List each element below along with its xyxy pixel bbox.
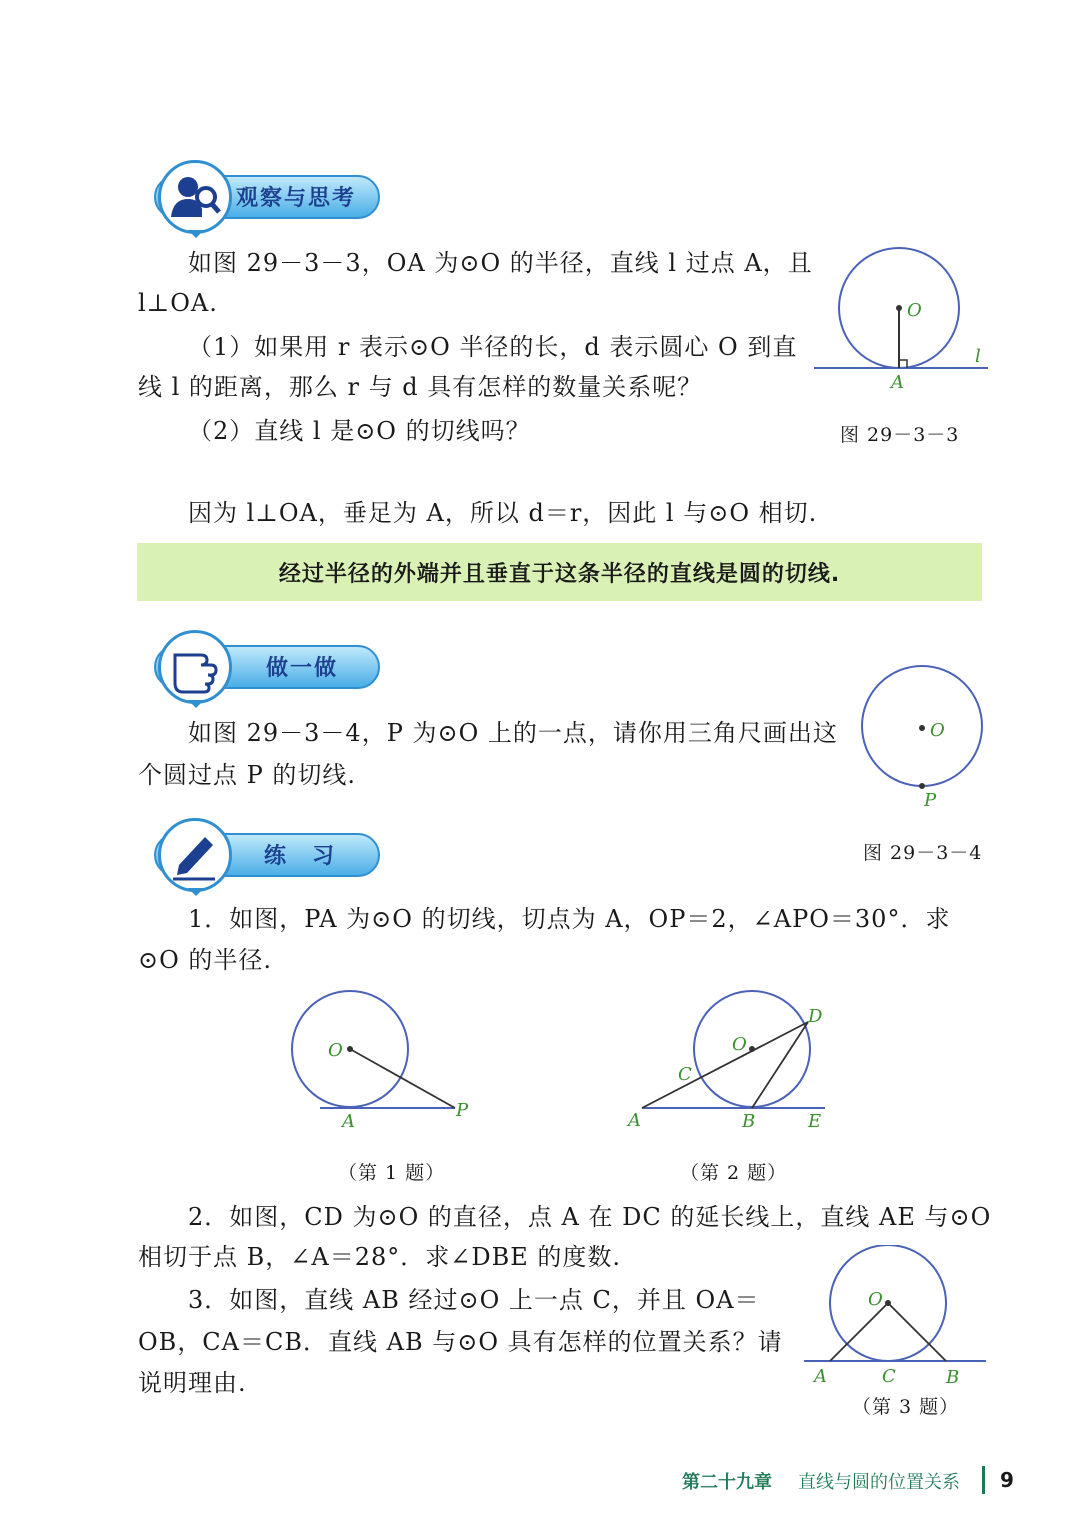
- pencil-icon: [158, 818, 232, 892]
- q2-center-dot: [749, 1046, 755, 1052]
- figure-29-3-3: [812, 240, 992, 400]
- figure-problem-1: [280, 990, 510, 1140]
- practice-p3-line3: 说明理由.: [138, 1369, 247, 1397]
- page-number: 9: [1000, 1468, 1014, 1492]
- q1-label-o: O: [328, 1040, 343, 1061]
- observe-conclusion: 因为 l⊥OA，垂足为 A，所以 d＝r，因此 l 与⊙O 相切.: [188, 499, 818, 527]
- practice-p2-line1: 2．如图，CD 为⊙O 的直径，点 A 在 DC 的延长线上，直线 AE 与⊙O: [188, 1203, 992, 1231]
- q2-label-c: C: [678, 1064, 692, 1085]
- practice-p1-line2: ⊙O 的半径.: [138, 946, 273, 974]
- fig3-label-o: O: [907, 300, 922, 321]
- practice-p3-line1: 3．如图，直线 AB 经过⊙O 上一点 C，并且 OA＝: [188, 1286, 760, 1314]
- fig4-label-p: P: [924, 790, 937, 811]
- q2-label-b: B: [742, 1111, 756, 1132]
- practice-p3-line2: OB，CA＝CB．直线 AB 与⊙O 具有怎样的位置关系？请: [138, 1328, 783, 1356]
- doit-line1: 如图 29－3－4，P 为⊙O 上的一点，请你用三角尺画出这: [188, 719, 838, 747]
- q2-line-ad: [642, 1022, 808, 1108]
- fig4-point-p: [919, 783, 925, 789]
- q1-center-dot: [347, 1046, 353, 1052]
- q2-label-a: A: [628, 1110, 641, 1131]
- fig3-label-l: l: [975, 346, 981, 367]
- q2-label-e: E: [808, 1111, 822, 1132]
- figure-problem-2: [620, 990, 850, 1140]
- section-banner-practice: [136, 818, 382, 888]
- q2-label-d: D: [808, 1006, 823, 1027]
- hand-icon: [158, 630, 232, 704]
- q3-label-o: O: [868, 1289, 883, 1310]
- section-title-observe: 观察与思考: [236, 186, 357, 211]
- q1-caption: （第 1 题）: [338, 1162, 446, 1184]
- q3-label-a: A: [814, 1366, 827, 1387]
- fig4-center-dot: [919, 725, 925, 731]
- q1-segment-op: [350, 1049, 455, 1108]
- theorem-box: [137, 543, 982, 601]
- fig4-caption: 图 29－3－4: [863, 842, 983, 864]
- fig3-center-dot: [896, 305, 902, 311]
- q2-chord-bd: [752, 1022, 808, 1108]
- q1-label-p: P: [456, 1100, 469, 1121]
- doit-line2: 个圆过点 P 的切线.: [138, 761, 357, 789]
- section-title-doit: 做一做: [266, 656, 339, 681]
- fig4-label-o: O: [930, 720, 945, 741]
- theorem-text: 经过半径的外端并且垂直于这条半径的直线是圆的切线.: [278, 562, 841, 587]
- magnifier-person-icon: [158, 160, 232, 234]
- footer-divider: [982, 1466, 985, 1494]
- observe-q1-line2: 线 l 的距离，那么 r 与 d 具有怎样的数量关系呢？: [138, 373, 703, 401]
- observe-line2: l⊥OA.: [138, 289, 218, 317]
- figure-problem-3: [800, 1245, 990, 1390]
- q2-caption: （第 2 题）: [680, 1162, 788, 1184]
- practice-p1-line1: 1．如图，PA 为⊙O 的切线，切点为 A，OP＝2，∠APO＝30°．求: [188, 905, 951, 933]
- figure-29-3-4: [850, 660, 1000, 820]
- observe-q1-line1: （1）如果用 r 表示⊙O 半径的长，d 表示圆心 O 到直: [188, 333, 798, 361]
- section-title-practice: 练 习: [264, 844, 337, 869]
- q1-label-a: A: [342, 1111, 355, 1132]
- footer-chapter: 第二十九章: [682, 1472, 772, 1493]
- section-banner-doit: [136, 630, 382, 700]
- q3-label-b: B: [946, 1367, 960, 1388]
- fig3-label-a: A: [891, 372, 904, 393]
- observe-q2: （2）直线 l 是⊙O 的切线吗？: [188, 417, 531, 445]
- practice-p2-line2: 相切于点 B，∠A＝28°．求∠DBE 的度数.: [138, 1243, 622, 1271]
- q3-center-dot: [885, 1300, 891, 1306]
- q3-label-c: C: [882, 1366, 896, 1387]
- q2-label-o: O: [732, 1034, 747, 1055]
- footer-title: 直线与圆的位置关系: [798, 1472, 960, 1493]
- q3-caption: （第 3 题）: [852, 1396, 960, 1418]
- fig3-caption: 图 29－3－3: [840, 424, 960, 446]
- observe-line1: 如图 29－3－3，OA 为⊙O 的半径，直线 l 过点 A，且: [188, 249, 813, 277]
- section-banner-observe: [136, 160, 382, 230]
